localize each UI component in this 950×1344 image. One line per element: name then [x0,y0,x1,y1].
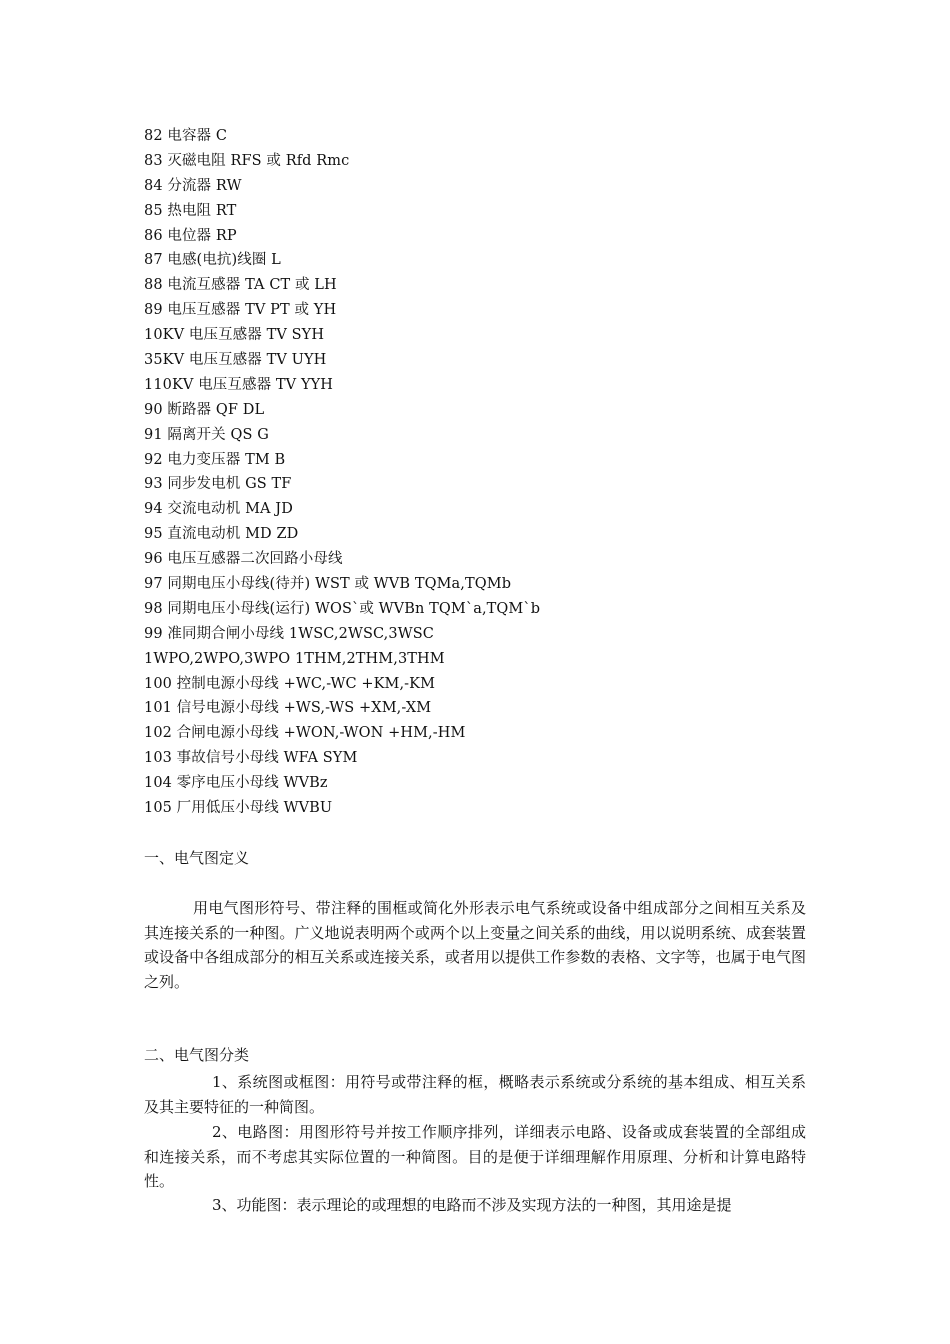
list-item: 86 电位器 RP [144,227,237,244]
symbol-list [144,124,540,821]
section-heading-classification: 二、电气图分类 [144,1046,250,1064]
list-item: 104 零序电压小母线 WVBz [144,775,328,792]
list-item: 83 灭磁电阻 RFS 或 Rfd Rmc [144,152,350,169]
list-item: 105 厂用低压小母线 WVBU [144,800,333,817]
classification-item-function-diagram: 3、功能图：表示理论的或理想的电路而不涉及实现方法的一种图，其用途是提 [212,1196,732,1214]
list-item: 35KV 电压互感器 TV UYH [144,352,327,369]
list-item: 98 同期电压小母线(运行) WOS`或 WVBn TQM`a,TQM`b [144,600,541,617]
list-item: 90 断路器 QF DL [144,401,265,418]
list-item: 91 隔离开关 QS G [144,426,269,443]
list-item: 103 事故信号小母线 WFA SYM [144,750,358,767]
list-item: 87 电感(电抗)线圈 L [144,252,281,269]
classification-item-system-diagram: 1、系统图或框图：用符号或带注释的框，概略表示系统或分系统的基本组成、相互关系及其主要特征的一种简图。 [144,1073,806,1116]
section-heading-definition: 一、电气图定义 [144,849,250,867]
classification-item-circuit-diagram: 2、电路图：用图形符号并按工作顺序排列，详细表示电路、设备或成套装置的全部组成和连接关系，而不考虑其实际位置的一种简图。目的是便于详细理解作用原理、分析和计算电路特性。 [144,1123,806,1190]
list-item: 85 热电阻 RT [144,202,237,219]
list-item: 95 直流电动机 MD ZD [144,526,299,543]
list-item: 92 电力变压器 TM B [144,451,286,468]
list-item: 94 交流电动机 MA JD [144,501,293,518]
list-item: 1WPO,2WPO,3WPO 1THM,2THM,3THM [144,650,445,667]
list-item: 97 同期电压小母线(待并) WST 或 WVB TQMa,TQMb [144,576,512,593]
list-item: 99 准同期合闸小母线 1WSC,2WSC,3WSC [144,625,434,642]
list-item: 93 同步发电机 GS TF [144,476,292,493]
list-item: 88 电流互感器 TA CT 或 LH [144,277,337,294]
list-item: 89 电压互感器 TV PT 或 YH [144,302,337,319]
list-item: 84 分流器 RW [144,177,242,194]
list-item: 100 控制电源小母线 +WC,-WC +KM,-KM [144,675,436,692]
definition-paragraph: 用电气图形符号、带注释的围框或简化外形表示电气系统或设备中组成部分之间相互关系及其连接关系的一种图。广义地说表明两个或两个以上变量之间关系的曲线，用以说明系统、成套装置或设备中各组成部分的相互关系或连接关系，或者用以提供工作参数的表格、文字等，也属于电气图之列。 [144,899,806,991]
list-item: 82 电容器 C [144,128,228,144]
list-item: 96 电压互感器二次回路小母线 [144,551,343,568]
list-item: 101 信号电源小母线 +WS,-WS +XM,-XM [144,700,432,717]
list-item: 102 合闸电源小母线 +WON,-WON +HM,-HM [144,725,466,742]
list-item: 10KV 电压互感器 TV SYH [144,327,325,344]
list-item: 110KV 电压互感器 TV YYH [144,376,334,393]
